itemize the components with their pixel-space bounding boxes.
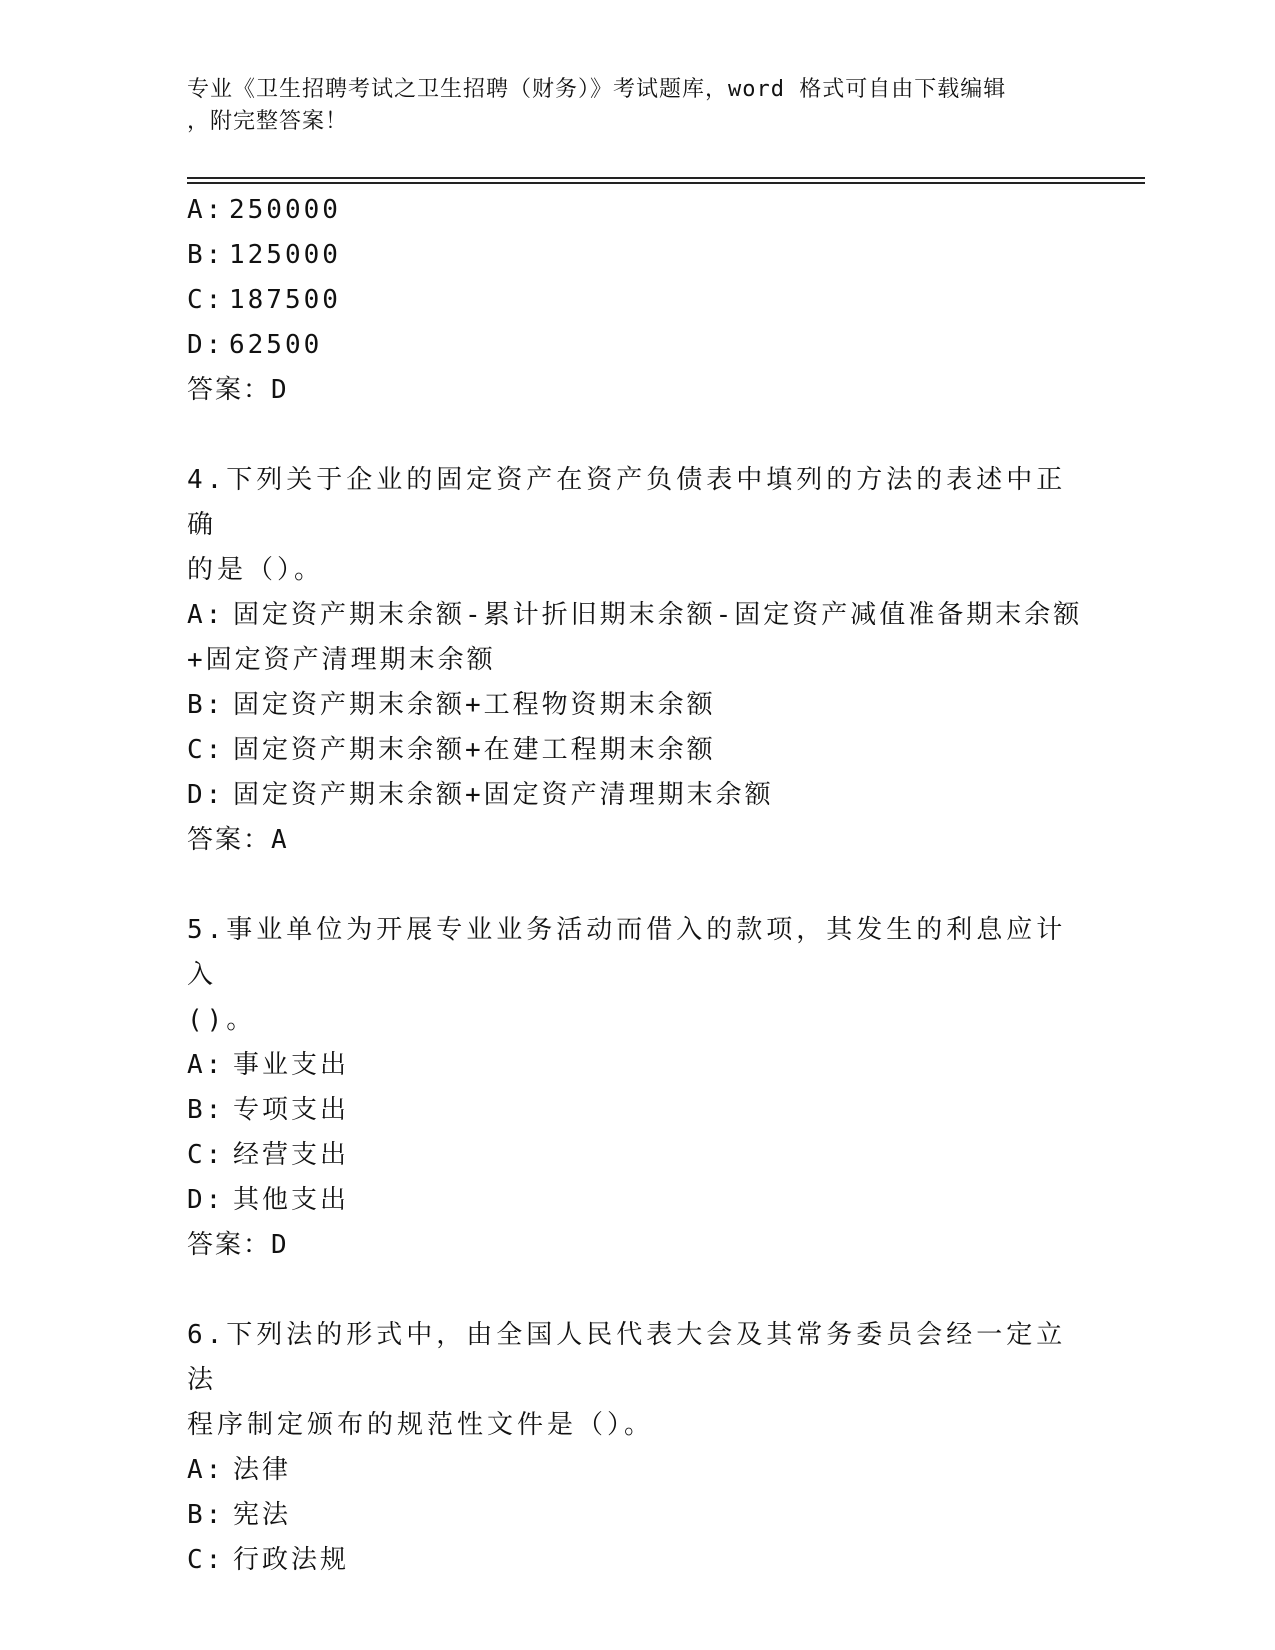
answer-line: 答案：A [187, 825, 289, 855]
question-5-block [187, 908, 1087, 1268]
question-stem-line: ()。 [187, 1005, 257, 1035]
question-stem-line: 6.下列法的形式中，由全国人民代表大会及其常务委员会经一定立法 [187, 1320, 1067, 1395]
option-a: A: 250000 [187, 195, 341, 225]
option-c: C: 固定资产期末余额+在建工程期末余额 [187, 735, 716, 765]
question-stem-line: 程序制定颁布的规范性文件是（）。 [187, 1410, 655, 1440]
option-b: B: 固定资产期末余额+工程物资期末余额 [187, 690, 716, 720]
option-c: C: 经营支出 [187, 1140, 350, 1170]
question-stem-line: 的是（）。 [187, 555, 325, 585]
option-c: C: 行政法规 [187, 1545, 350, 1575]
answer-line: 答案：D [187, 375, 289, 405]
option-a-continuation: +固定资产清理期末余额 [187, 645, 496, 675]
option-d: D: 62500 [187, 330, 323, 360]
option-c: C: 187500 [187, 285, 341, 315]
question-4-block [187, 458, 1087, 863]
option-a: A: 事业支出 [187, 1050, 350, 1080]
option-d: D: 其他支出 [187, 1185, 350, 1215]
option-d: D: 固定资产期末余额+固定资产清理期末余额 [187, 780, 774, 810]
question-6-block [187, 1313, 1087, 1583]
option-a: A: 固定资产期末余额-累计折旧期末余额-固定资产减值准备期末余额 [187, 600, 1083, 630]
question-stem-line: 4.下列关于企业的固定资产在资产负债表中填列的方法的表述中正确 [187, 465, 1067, 540]
header-line-1: 专业《卫生招聘考试之卫生招聘（财务）》考试题库，word 格式可自由下载编辑 [187, 77, 1007, 102]
question-3-block [187, 188, 1087, 413]
option-b: B: 专项支出 [187, 1095, 350, 1125]
header-divider-bottom [187, 182, 1145, 184]
answer-line: 答案：D [187, 1230, 289, 1260]
header-divider-top [187, 177, 1145, 179]
question-stem-line: 5.事业单位为开展专业业务活动而借入的款项，其发生的利息应计入 [187, 915, 1067, 990]
option-a: A: 法律 [187, 1455, 292, 1485]
header-line-2: ，附完整答案！ [187, 109, 349, 134]
option-b: B: 125000 [187, 240, 341, 270]
document-header [187, 74, 1067, 138]
option-b: B: 宪法 [187, 1500, 292, 1530]
question-content [187, 188, 1087, 1583]
